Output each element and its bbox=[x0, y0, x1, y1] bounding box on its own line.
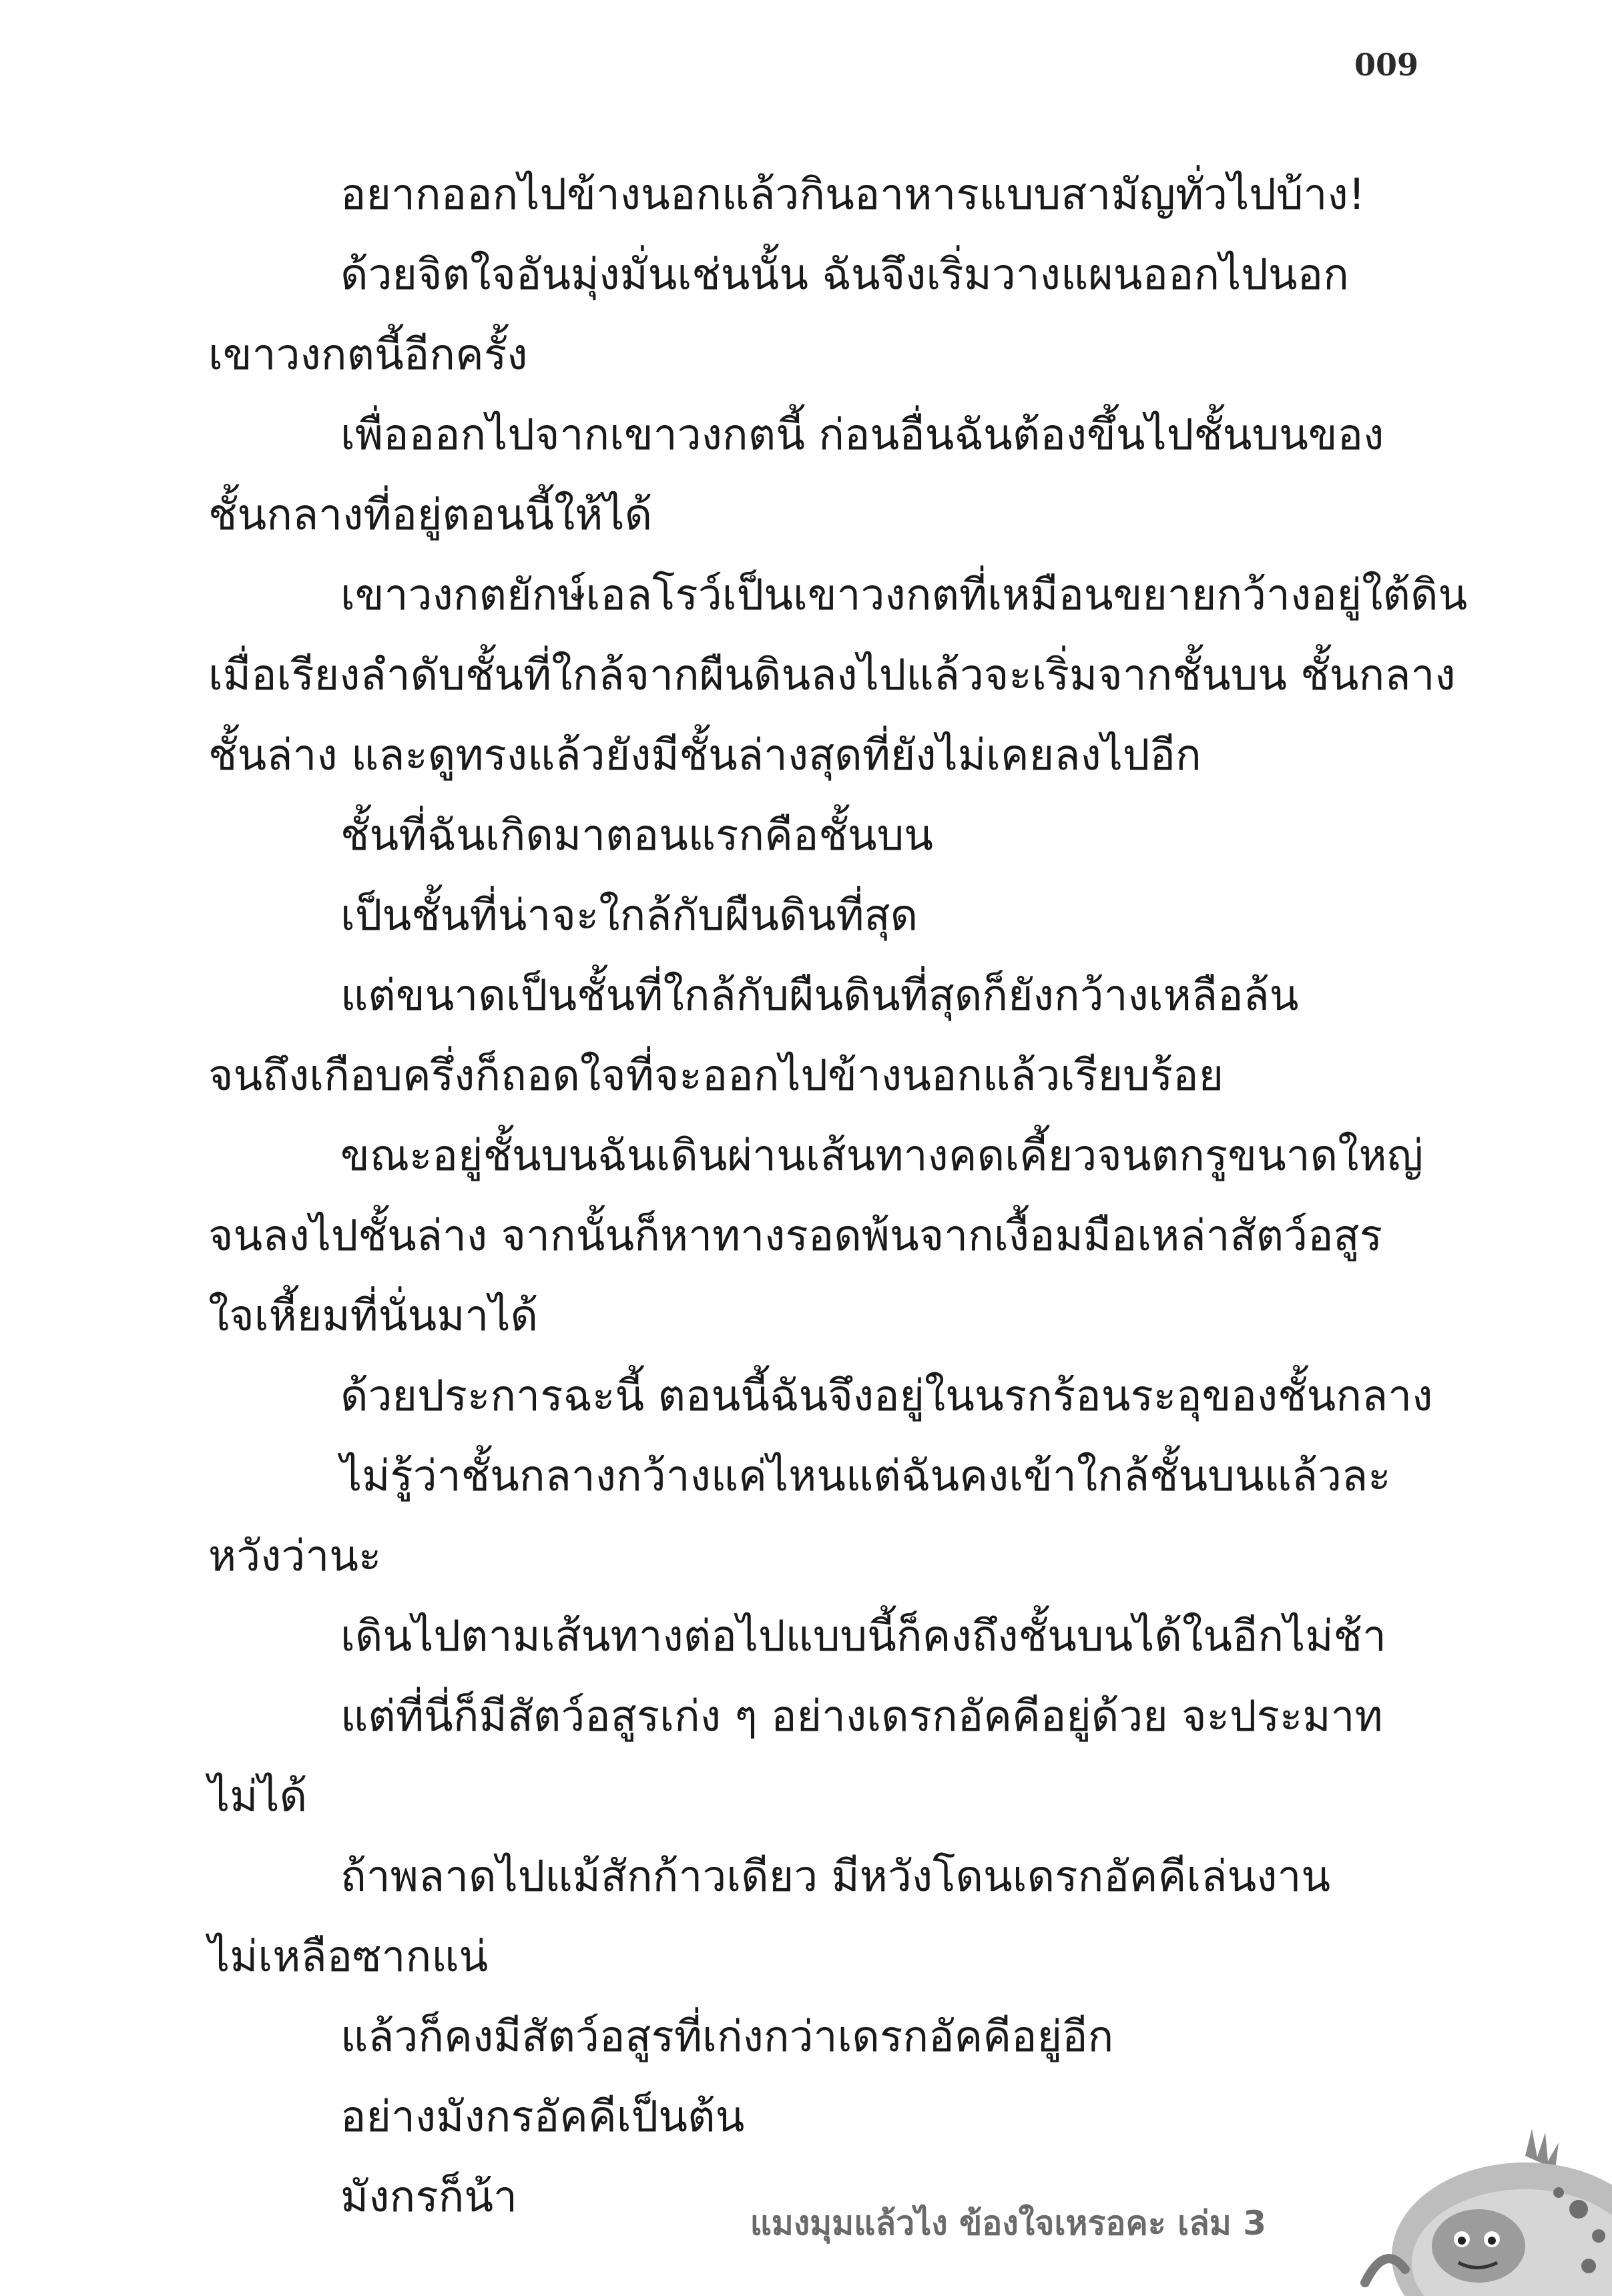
text-line: เพื่อออกไปจากเขาวงกตนี้ ก่อนอื่นฉันต้องขึ้นไปชั้นบนของ bbox=[340, 410, 1384, 460]
text-line: ชั้นที่ฉันเกิดมาตอนแรกคือชั้นบน bbox=[340, 811, 933, 860]
text-line: แต่ขนาดเป็นชั้นที่ใกล้กับผืนดินที่สุดก็ยังกว้างเหลือล้น bbox=[340, 971, 1299, 1021]
text-line: แต่ที่นี่ก็มีสัตว์อสูรเก่ง ๆ อย่างเดรกอัคคีอยู่ด้วย จะประมาท bbox=[340, 1692, 1383, 1741]
text-line: ไม่ได้ bbox=[208, 1772, 308, 1821]
text-line: แล้วก็คงมีสัตว์อสูรที่เก่งกว่าเดรกอัคคีอยู่อีก bbox=[340, 2012, 1114, 2062]
footer-book-title: แมงมุมแล้วไง ข้องใจเหรอคะ เล่ม 3 bbox=[750, 2204, 1266, 2243]
text-line: จนถึงเกือบครึ่งก็ถอดใจที่จะออกไปข้างนอกแล้วเรียบร้อย bbox=[208, 1051, 1224, 1101]
text-line: ใจเหี้ยมที่นั่นมาได้ bbox=[208, 1292, 539, 1341]
text-line: มังกรก็น้า bbox=[340, 2173, 517, 2222]
text-line: ด้วยจิตใจอันมุ่งมั่นเช่นนั้น ฉันจึงเริ่มวางแผนออกไปนอก bbox=[340, 250, 1349, 300]
text-line: ชั้นกลางที่อยู่ตอนนี้ให้ได้ bbox=[208, 491, 653, 540]
text-line: ถ้าพลาดไปแม้สักก้าวเดียว มีหวังโดนเดรกอัคคีเล่นงาน bbox=[340, 1852, 1331, 1902]
text-line: อย่างมังกรอัคคีเป็นต้น bbox=[340, 2092, 745, 2142]
text-line: จนลงไปชั้นล่าง จากนั้นก็หาทางรอดพ้นจากเงื้อมมือเหล่าสัตว์อสูร bbox=[208, 1211, 1382, 1261]
text-line: เขาวงกตนี้อีกครั้ง bbox=[208, 330, 528, 380]
text-line: ชั้นล่าง และดูทรงแล้วยังมีชั้นล่างสุดที่ยังไม่เคยลงไปอีก bbox=[208, 731, 1201, 780]
text-line: เป็นชั้นที่น่าจะใกล้กับผืนดินที่สุด bbox=[340, 891, 918, 940]
text-line: ขณะอยู่ชั้นบนฉันเดินผ่านเส้นทางคดเคี้ยวจนตกรูขนาดใหญ่ bbox=[340, 1131, 1424, 1181]
text-line: เดินไปตามเส้นทางต่อไปแบบนี้ก็คงถึงชั้นบนได้ในอีกไม่ช้า bbox=[340, 1612, 1386, 1661]
page-number: 009 bbox=[1354, 47, 1418, 83]
text-line: ไม่รู้ว่าชั้นกลางกว้างแค่ไหนแต่ฉันคงเข้าใกล้ชั้นบนแล้วละ bbox=[340, 1452, 1391, 1501]
text-line: ด้วยประการฉะนี้ ตอนนี้ฉันจึงอยู่ในนรกร้อนระอุของชั้นกลาง bbox=[340, 1372, 1433, 1421]
spider-mascot-icon bbox=[1325, 2129, 1612, 2296]
text-line: อยากออกไปข้างนอกแล้วกินอาหารแบบสามัญทั่วไปบ้าง! bbox=[340, 170, 1366, 220]
text-line: หวังว่านะ bbox=[208, 1532, 382, 1581]
body-text bbox=[208, 155, 1468, 2237]
text-line: เมื่อเรียงลำดับชั้นที่ใกล้จากผืนดินลงไปแล้วจะเริ่มจากชั้นบน ชั้นกลาง bbox=[208, 651, 1456, 700]
text-line: ไม่เหลือซากแน่ bbox=[208, 1932, 489, 1982]
text-line: เขาวงกตยักษ์เอลโรว์เป็นเขาวงกตที่เหมือนขยายกว้างอยู่ใต้ดิน bbox=[340, 571, 1468, 620]
